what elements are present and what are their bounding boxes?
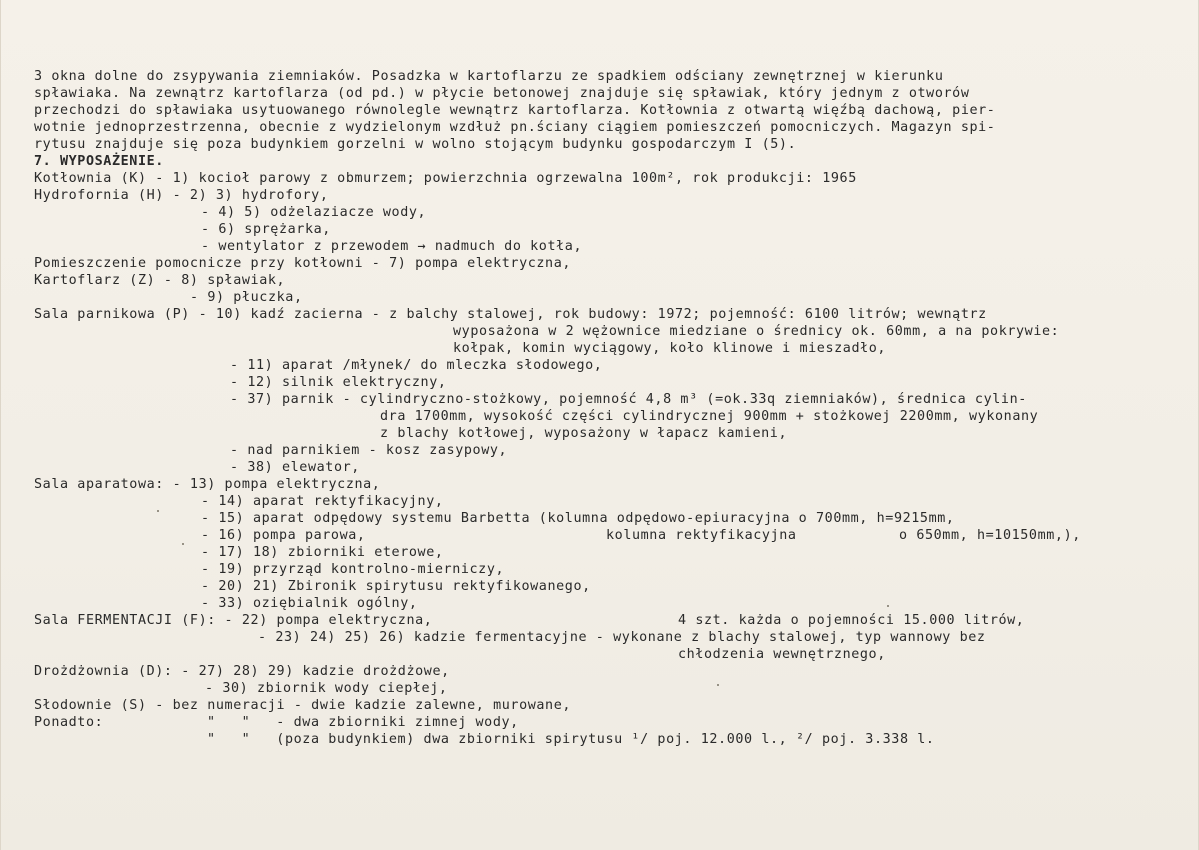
equipment-line: Sala parnikowa (P) - 10) kadź zacierna - z balchy stalowej, rok budowy: 1972; pojemność: 6100 litrów; wewnątrz [34, 307, 987, 322]
equipment-line: " " - dwa zbiorniki zimnej wody, [207, 715, 519, 730]
equipment-line: - 23) 24) 25) 26) kadzie fermentacyjne - wykonane z blachy stalowej, typ wannowy bez [258, 630, 986, 645]
paragraph-line: 3 okna dolne do zsypywania ziemniaków. Posadzka w kartoflarzu ze spadkiem odściany zewnętrznej w kierunku [34, 69, 944, 84]
equipment-line: - 17) 18) zbiorniki eterowe, [201, 545, 444, 560]
equipment-line: - 11) aparat /młynek/ do mleczka słodowego, [230, 358, 603, 373]
equipment-line: Sala FERMENTACJI (F): - 22) pompa elektryczna, [34, 613, 433, 628]
equipment-line: - nad parnikiem - kosz zasypowy, [230, 443, 508, 458]
ink-speck [717, 684, 719, 686]
equipment-line: - 38) elewator, [230, 460, 360, 475]
equipment-line: Kartoflarz (Z) - 8) spławiak, [34, 273, 286, 288]
paragraph-line: przechodzi do spławiaka usytuowanego równolegle wewnątrz kartoflarza. Kotłownia z otwartą więźbą dachową, pier- [34, 103, 996, 118]
equipment-line: - 37) parnik - cylindryczno-stożkowy, pojemność 4,8 m³ (=ok.33q ziemniaków), średnica cylin- [230, 392, 1027, 407]
equipment-line: kołpak, komin wyciągowy, koło klinowe i mieszadło, [453, 341, 887, 356]
equipment-line: Słodownie (S) - bez numeracji - dwie kadzie zalewne, murowane, [34, 698, 572, 713]
paragraph-line: rytusu znajduje się poza budynkiem gorzelni w wolno stojącym budynku gospodarczym I (5). [34, 137, 797, 152]
ink-speck [182, 543, 184, 545]
equipment-line: Drożdżownia (D): - 27) 28) 29) kadzie drożdżowe, [34, 664, 450, 679]
equipment-line: - 9) płuczka, [190, 290, 303, 305]
equipment-line: - 30) zbiornik wody ciepłej, [205, 681, 448, 696]
equipment-line: wyposażona w 2 wężownice miedziane o średnicy ok. 60mm, a na pokrywie: [453, 324, 1060, 339]
equipment-line: - 14) aparat rektyfikacyjny, [201, 494, 444, 509]
equipment-line: - wentylator z przewodem → nadmuch do kotła, [201, 239, 583, 254]
equipment-line: - 20) 21) Zbironik spirytusu rektyfikowanego, [201, 579, 591, 594]
equipment-line: chłodzenia wewnętrznego, [678, 647, 886, 662]
ink-speck [157, 510, 159, 512]
equipment-line: - 12) silnik elektryczny, [230, 375, 447, 390]
equipment-line: Hydrofornia (H) - 2) 3) hydrofory, [34, 188, 329, 203]
equipment-line: o 650mm, h=10150mm,), [899, 528, 1081, 543]
equipment-line: z blachy kotłowej, wyposażony w łapacz kamieni, [380, 426, 788, 441]
equipment-line: - 16) pompa parowa, [201, 528, 366, 543]
equipment-line: Sala aparatowa: - 13) pompa elektryczna, [34, 477, 381, 492]
equipment-line: kolumna rektyfikacyjna [606, 528, 797, 543]
ink-speck [887, 605, 889, 607]
equipment-line: " " (poza budynkiem) dwa zbiorniki spirytusu ¹/ poj. 12.000 l., ²/ poj. 3.338 l. [207, 732, 935, 747]
equipment-line: Kotłownia (K) - 1) kocioł parowy z obmurzem; powierzchnia ogrzewalna 100m², rok produkcji: 1965 [34, 171, 857, 186]
equipment-line: - 15) aparat odpędowy systemu Barbetta (kolumna odpędowo-epiuracyjna o 700mm, h=9215mm, [201, 511, 955, 526]
equipment-line: - 4) 5) odżelaziacze wody, [201, 205, 427, 220]
equipment-line: Ponadto: [34, 715, 104, 730]
equipment-line: - 6) sprężarka, [201, 222, 331, 237]
equipment-line: - 19) przyrząd kontrolno-mierniczy, [201, 562, 505, 577]
equipment-line: - 33) oziębialnik ogólny, [201, 596, 418, 611]
equipment-line: Pomieszczenie pomocnicze przy kotłowni - 7) pompa elektryczna, [34, 256, 572, 271]
paragraph-line: spławiaka. Na zewnątrz kartoflarza (od pd.) w płycie betonowej znajduje się spławiak, który jednym z otworów [34, 86, 970, 101]
equipment-line: 4 szt. każda o pojemności 15.000 litrów, [678, 613, 1025, 628]
section-heading: 7. WYPOSAŻENIE. [34, 154, 164, 169]
equipment-line: dra 1700mm, wysokość części cylindrycznej 900mm + stożkowej 2200mm, wykonany [380, 409, 1039, 424]
paragraph-line: wotnie jednoprzestrzenna, obecnie z wydzielonym wzdłuż pn.ściany ciągiem pomieszczeń pomocniczych. Magazyn spi- [34, 120, 996, 135]
